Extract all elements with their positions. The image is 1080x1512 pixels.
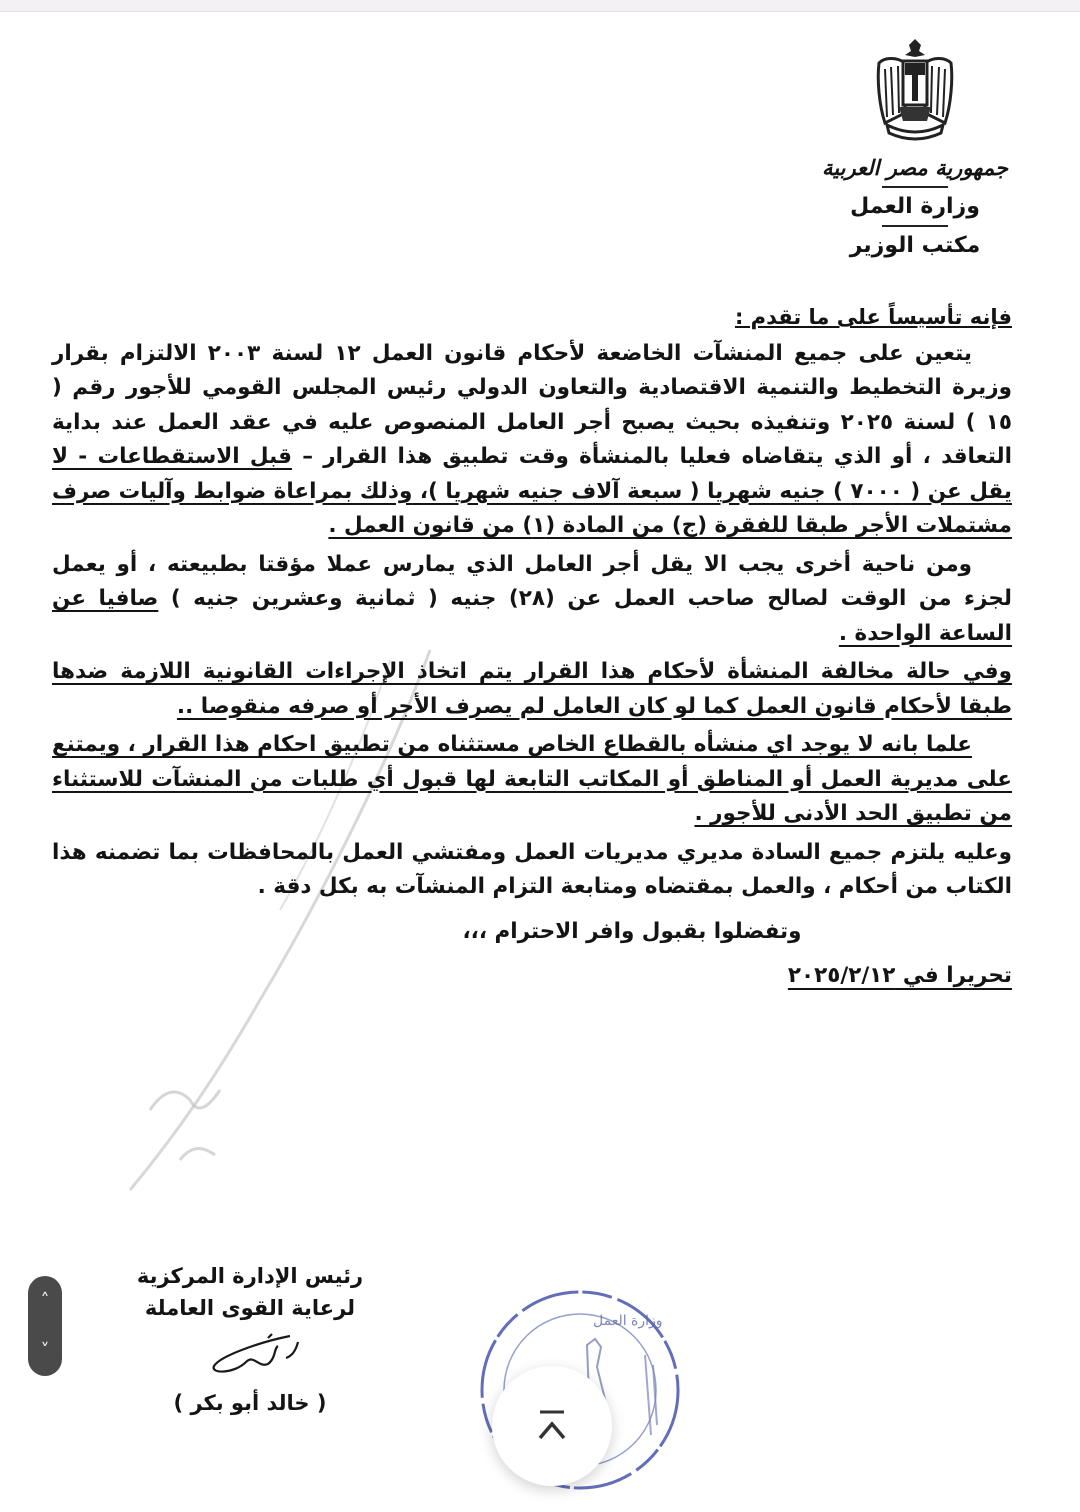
divider	[882, 186, 948, 188]
underlined-text: وذلك بمراعاة ضوابط وآليات صرف مشتملات الأجر طبقا للفقرة (ج) من المادة (١) من قانون العمل .	[52, 478, 1012, 538]
page-stepper[interactable]	[28, 1276, 62, 1376]
paragraph-compliance: وعليه يلتزم جميع السادة مديري مديريات العمل ومفتشي العمل بالمحافظات بما تضمنه هذا الكتاب من أحكام ، والعمل بمقتضاه ومتابعة التزام المنشآت به بكل دقة .	[52, 839, 1012, 899]
svg-text:وزارة العمل: وزارة العمل	[593, 1313, 663, 1329]
country-name: جمهورية مصر العربية	[822, 156, 1008, 180]
handwritten-signature-icon	[150, 1328, 350, 1378]
signature-block	[130, 1260, 370, 1419]
signer-name: ( خالد أبو بكر )	[173, 1391, 327, 1415]
scroll-up-icon[interactable]: ˄	[40, 1290, 50, 1311]
date-line: تحريرا في ٢٠٢٥/٢/١٢	[787, 963, 1012, 988]
paragraph-text: - لا يقل عن ( ٧٠٠٠ ) جنيه شهريا ( سبعة آلاف جنيه شهريا )،	[52, 444, 1012, 504]
office-name: مكتب الوزير	[849, 233, 981, 258]
scroll-down-icon[interactable]: ˅	[40, 1340, 50, 1361]
paragraph-no-exemption: علما بانه لا يوجد اي منشأه بالقطاع الخاص مستثناه من تطبيق احكام هذا القرار ، ويمتنع على مديرية العمل أو المناطق أو المكاتب التابعة لها قبول أي طلبات من المنشآت للاستثناء من تطبيق الحد الأدنى للأجور .	[52, 732, 1012, 826]
signer-title-line1: رئيس الإدارة المركزية	[136, 1264, 364, 1288]
paragraph-hourly-wage	[52, 548, 1012, 652]
paragraph-violation: وفي حالة مخالفة المنشأة لأحكام هذا القرار يتم اتخاذ الإجراءات القانونية اللازمة ضدها طبقا لأحكام قانون العمل كما لو كان العامل لم يصرف الأجر أو صرفه منقوصا ..	[52, 659, 1012, 719]
letterhead	[810, 35, 1020, 261]
paragraph-text: ومن ناحية أخرى يجب الا يقل أجر العامل الذي يمارس عملا مؤقتا بطبيعته ، أو يعمل لجزء من الوقت لصالح صاحب العمل عن (٢٨) جنيه ( ثمانية وعشرين جنيه )	[52, 551, 1012, 611]
underlined-text: صافيا عن الساعة الواحدة .	[52, 586, 1012, 646]
eagle-emblem-icon	[865, 35, 965, 145]
browser-top-bar	[0, 0, 1080, 12]
letter-body	[52, 300, 1012, 994]
divider	[882, 225, 948, 227]
closing-line: وتفضلوا بقبول وافر الاحترام ،،،	[462, 918, 802, 944]
scroll-to-top-button[interactable]	[492, 1366, 612, 1486]
ministry-name: وزارة العمل	[850, 194, 980, 219]
signer-title-line2: لرعاية القوى العاملة	[144, 1296, 356, 1320]
paragraph-text: يتعين على جميع المنشآت الخاضعة لأحكام قانون العمل ١٢ لسنة ٢٠٠٣ الالتزام بقرار وزيرة التخطيط والتنمية الاقتصادية والتعاون الدولي رئيس المجلس القومي للأجور رقم ( ١٥ ) لسنة ٢٠٢٥ وتنفيذه بحيث يصبح أجر العامل المنصوص عليه في عقد العمل عند بداية التعاقد ، أو الذي يتقاضاه فعليا بالمنشأة وقت تطبيق هذا القرار –	[52, 340, 1012, 469]
underlined-text: قبل الاستقطاعات	[97, 444, 292, 469]
intro-line: فإنه تأسيساً على ما تقدم :	[734, 305, 1012, 329]
paragraph-minimum-wage	[52, 337, 1012, 544]
scroll-to-top-icon	[530, 1404, 574, 1448]
